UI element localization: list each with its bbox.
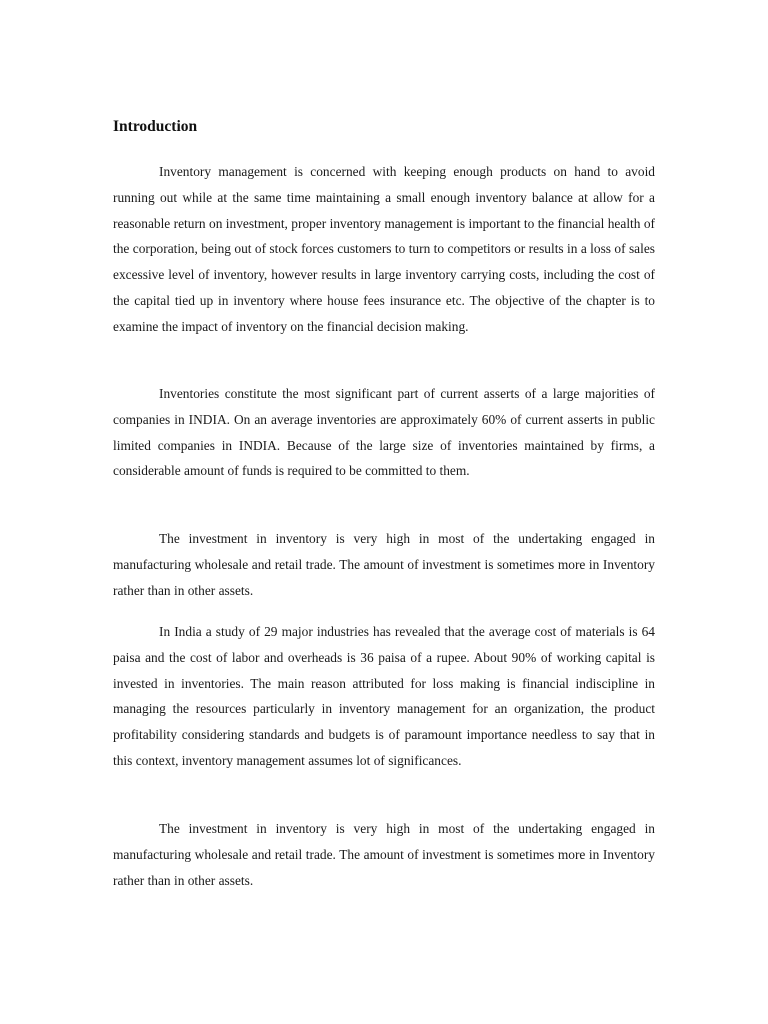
section-heading: Introduction: [113, 118, 198, 135]
paragraph-4: In India a study of 29 major industries has revealed that the average cost of materials is 64 paisa and the cost of labor and overheads is 36 paisa of a rupee. About 90% of working capital is invested in inventories. The main reason attributed for loss making is financial indiscipline in managing the resources particularly in inventory management for an organization, the product profitability considering standards and budgets is of paramount importance needless to say that in this context, inventory management assumes lot of significances.: [113, 624, 655, 768]
paragraph-3: The investment in inventory is very high in most of the undertaking engaged in manufacturing wholesale and retail trade. The amount of investment is sometimes more in Inventory rather than in other assets.: [113, 531, 655, 598]
paragraph-1: Inventory management is concerned with keeping enough products on hand to avoid running out while at the same time maintaining a small enough inventory balance at allow for a reasonable return on investment, proper inventory management is important to the financial health of the corporation, being out of stock forces customers to turn to competitors or results in a loss of sales excessive level of inventory, however results in large inventory carrying costs, including the cost of the capital tied up in inventory where house fees insurance etc. The objective of the chapter is to examine the impact of inventory on the financial decision making.: [113, 164, 655, 334]
paragraph-2: Inventories constitute the most significant part of current asserts of a large majorities of companies in INDIA. On an average inventories are approximately 60% of current asserts in public limited companies in INDIA. Because of the large size of inventories maintained by firms, a considerable amount of funds is required to be committed to them.: [113, 386, 655, 479]
paragraph-5: The investment in inventory is very high in most of the undertaking engaged in manufacturing wholesale and retail trade. The amount of investment is sometimes more in Inventory rather than in other assets.: [113, 821, 655, 888]
